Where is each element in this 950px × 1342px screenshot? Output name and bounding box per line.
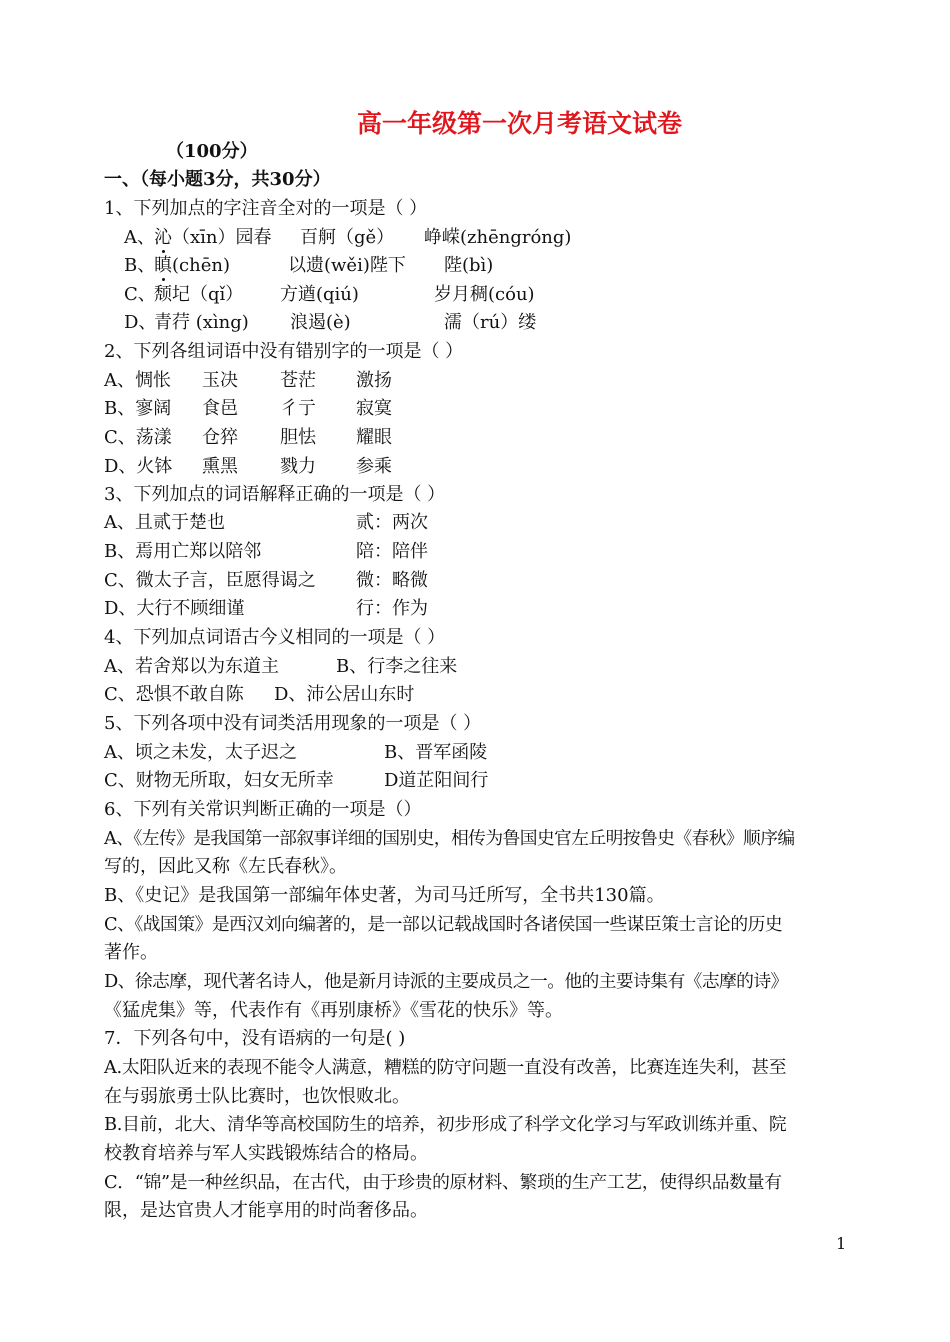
- word: 熏黑: [202, 456, 238, 477]
- word: 苍茫: [280, 370, 316, 391]
- q1b-item2: 以遗(wěi)陛下: [288, 255, 406, 276]
- q1-option-a: [124, 226, 604, 250]
- score-note: （100分）: [166, 141, 258, 162]
- q3-option-a: [104, 511, 504, 535]
- word: 寂寞: [356, 398, 392, 419]
- word: 玉决: [202, 370, 238, 391]
- option-a: A、顷之未发，太子迟之: [104, 742, 297, 763]
- q3-stem: 3、下列加点的词语解释正确的一项是（ ）: [104, 484, 446, 505]
- q1b-item3: 陛(bì): [444, 255, 494, 276]
- word: C、荡漾: [104, 427, 172, 448]
- q1-stem: 1、下列加点的字注音全对的一项是（ ）: [104, 198, 428, 219]
- q1-option-b: [124, 254, 604, 278]
- word: 戮力: [280, 456, 316, 477]
- q1c-item1: 颓圮（qǐ）: [154, 284, 244, 305]
- option-letter: D、: [124, 312, 157, 333]
- q5-options-cd: [104, 769, 544, 793]
- word: 仓猝: [202, 427, 238, 448]
- q6-option-d-line2: 《猛虎集》等，代表作有《再别康桥》《雪花的快乐》等。: [104, 1000, 563, 1021]
- q3-option-c: [104, 569, 504, 593]
- q7-option-a-line2: 在与弱旅勇士队比赛时，也饮恨败北。: [104, 1086, 410, 1107]
- option-b: B、行李之往来: [336, 656, 458, 677]
- word: 参乘: [356, 456, 392, 477]
- word: 耀眼: [356, 427, 392, 448]
- q1d-item2: 浪遏(è): [290, 312, 351, 333]
- word: 激扬: [356, 370, 392, 391]
- q6-option-c-line1: C、《战国策》是西汉刘向编著的，是一部以记载战国时各诸侯国一些谋臣策士言论的历史: [104, 914, 783, 935]
- q4-options-ab: [104, 655, 524, 679]
- explanation: 贰：两次: [356, 512, 428, 533]
- q6-option-a-line2: 写的，因此又称《左氏春秋》。: [104, 856, 347, 877]
- option-letter: A、: [124, 227, 155, 248]
- dotted-char: 瞋: [154, 255, 172, 276]
- page-title: 高一年级第一次月考语文试卷: [357, 109, 683, 138]
- option-d: D道芷阳间行: [384, 770, 489, 791]
- option-a: A、若舍郑以为东道主: [104, 656, 279, 677]
- option-c: C、恐惧不敢自陈: [104, 684, 244, 705]
- q7-option-b-line1: B.目前，北大、清华等高校国防生的培养，初步形成了科学文化学习与军政训练并重、院: [104, 1114, 787, 1135]
- q2-stem: 2、下列各组词语中没有错别字的一项是（ ）: [104, 341, 464, 362]
- explanation: 微：略微: [356, 570, 428, 591]
- sentence: C、微太子言，臣愿得谒之: [104, 570, 316, 591]
- word: 胆怯: [280, 427, 316, 448]
- q7-option-b-line2: 校教育培养与军人实践锻炼结合的格局。: [104, 1143, 428, 1164]
- section-heading: 一、（每小题3分，共30分）: [104, 169, 331, 190]
- q4-options-cd: [104, 683, 524, 707]
- q7-option-c-line2: 限，是达官贵人才能享用的时尚奢侈品。: [104, 1200, 428, 1221]
- q3-option-b: [104, 540, 504, 564]
- pinyin: (chēn): [172, 255, 230, 276]
- q1-option-d: [124, 311, 604, 335]
- q1c-item2: 方遒(qiú): [280, 284, 359, 305]
- q7-option-a-line1: A.太阳队近来的表现不能令人满意，糟糕的防守问题一直没有改善，比赛连连失利，甚至: [104, 1057, 787, 1078]
- option-letter: C、: [124, 284, 156, 305]
- q1a-item3: 峥嵘(zhēngróng): [424, 227, 572, 248]
- explanation: 陪：陪伴: [356, 541, 428, 562]
- q6-stem: 6、下列有关常识判断正确的一项是（）: [104, 799, 422, 820]
- q7-stem: 7．下列各句中，没有语病的一句是( ): [104, 1028, 406, 1049]
- q2-option-d: [104, 455, 504, 479]
- pinyin: （xīn）园春: [172, 227, 272, 248]
- q5-stem: 5、下列各项中没有词类活用现象的一项是（ ）: [104, 713, 482, 734]
- q1d-item3: 濡（rú）缕: [444, 312, 537, 333]
- dotted-char: 沁: [154, 227, 172, 248]
- sentence: D、大行不顾细谨: [104, 598, 245, 619]
- q1-option-c: [124, 283, 604, 307]
- q6-option-a-line1: A、《左传》是我国第一部叙事详细的国别史，相传为鲁国史官左丘明按鲁史《春秋》顺序编: [104, 828, 795, 849]
- word: D、火钵: [104, 456, 173, 477]
- q5-options-ab: [104, 741, 544, 765]
- option-d: D、沛公居山东时: [274, 684, 415, 705]
- sentence: B、焉用亡郑以陪邻: [104, 541, 262, 562]
- q3-option-d: [104, 597, 504, 621]
- explanation: 行：作为: [356, 598, 428, 619]
- q7-option-c-line1: C．“锦”是一种丝织品，在古代，由于珍贵的原材料、繁琐的生产工艺，使得织品数量有: [104, 1172, 782, 1193]
- sentence: A、且贰于楚也: [104, 512, 225, 533]
- q2-option-b: [104, 397, 504, 421]
- word: 食邑: [202, 398, 238, 419]
- q6-option-b: B、《史记》是我国第一部编年体史著，为司马迁所写，全书共130篇。: [104, 885, 665, 906]
- option-c: C、财物无所取，妇女无所幸: [104, 770, 334, 791]
- option-b: B、晋军函陵: [384, 742, 488, 763]
- q1d-item1: 青荇 (xìng): [154, 312, 249, 333]
- q6-option-c-line2: 著作。: [104, 942, 158, 963]
- q2-option-a: [104, 369, 504, 393]
- q2-option-c: [104, 426, 504, 450]
- q4-stem: 4、下列加点词语古今义相同的一项是（ ）: [104, 627, 446, 648]
- q1a-item2: 百舸（gě）: [300, 227, 395, 248]
- option-letter: B、: [124, 255, 156, 276]
- word: A、惆怅: [104, 370, 171, 391]
- word: 彳亍: [280, 398, 316, 419]
- q1c-item3: 岁月稠(cóu): [434, 284, 535, 305]
- page-number: 1: [836, 1234, 847, 1253]
- word: B、寥阔: [104, 398, 172, 419]
- q6-option-d-line1: D、徐志摩，现代著名诗人，他是新月诗派的主要成员之一。他的主要诗集有《志摩的诗》: [104, 971, 788, 992]
